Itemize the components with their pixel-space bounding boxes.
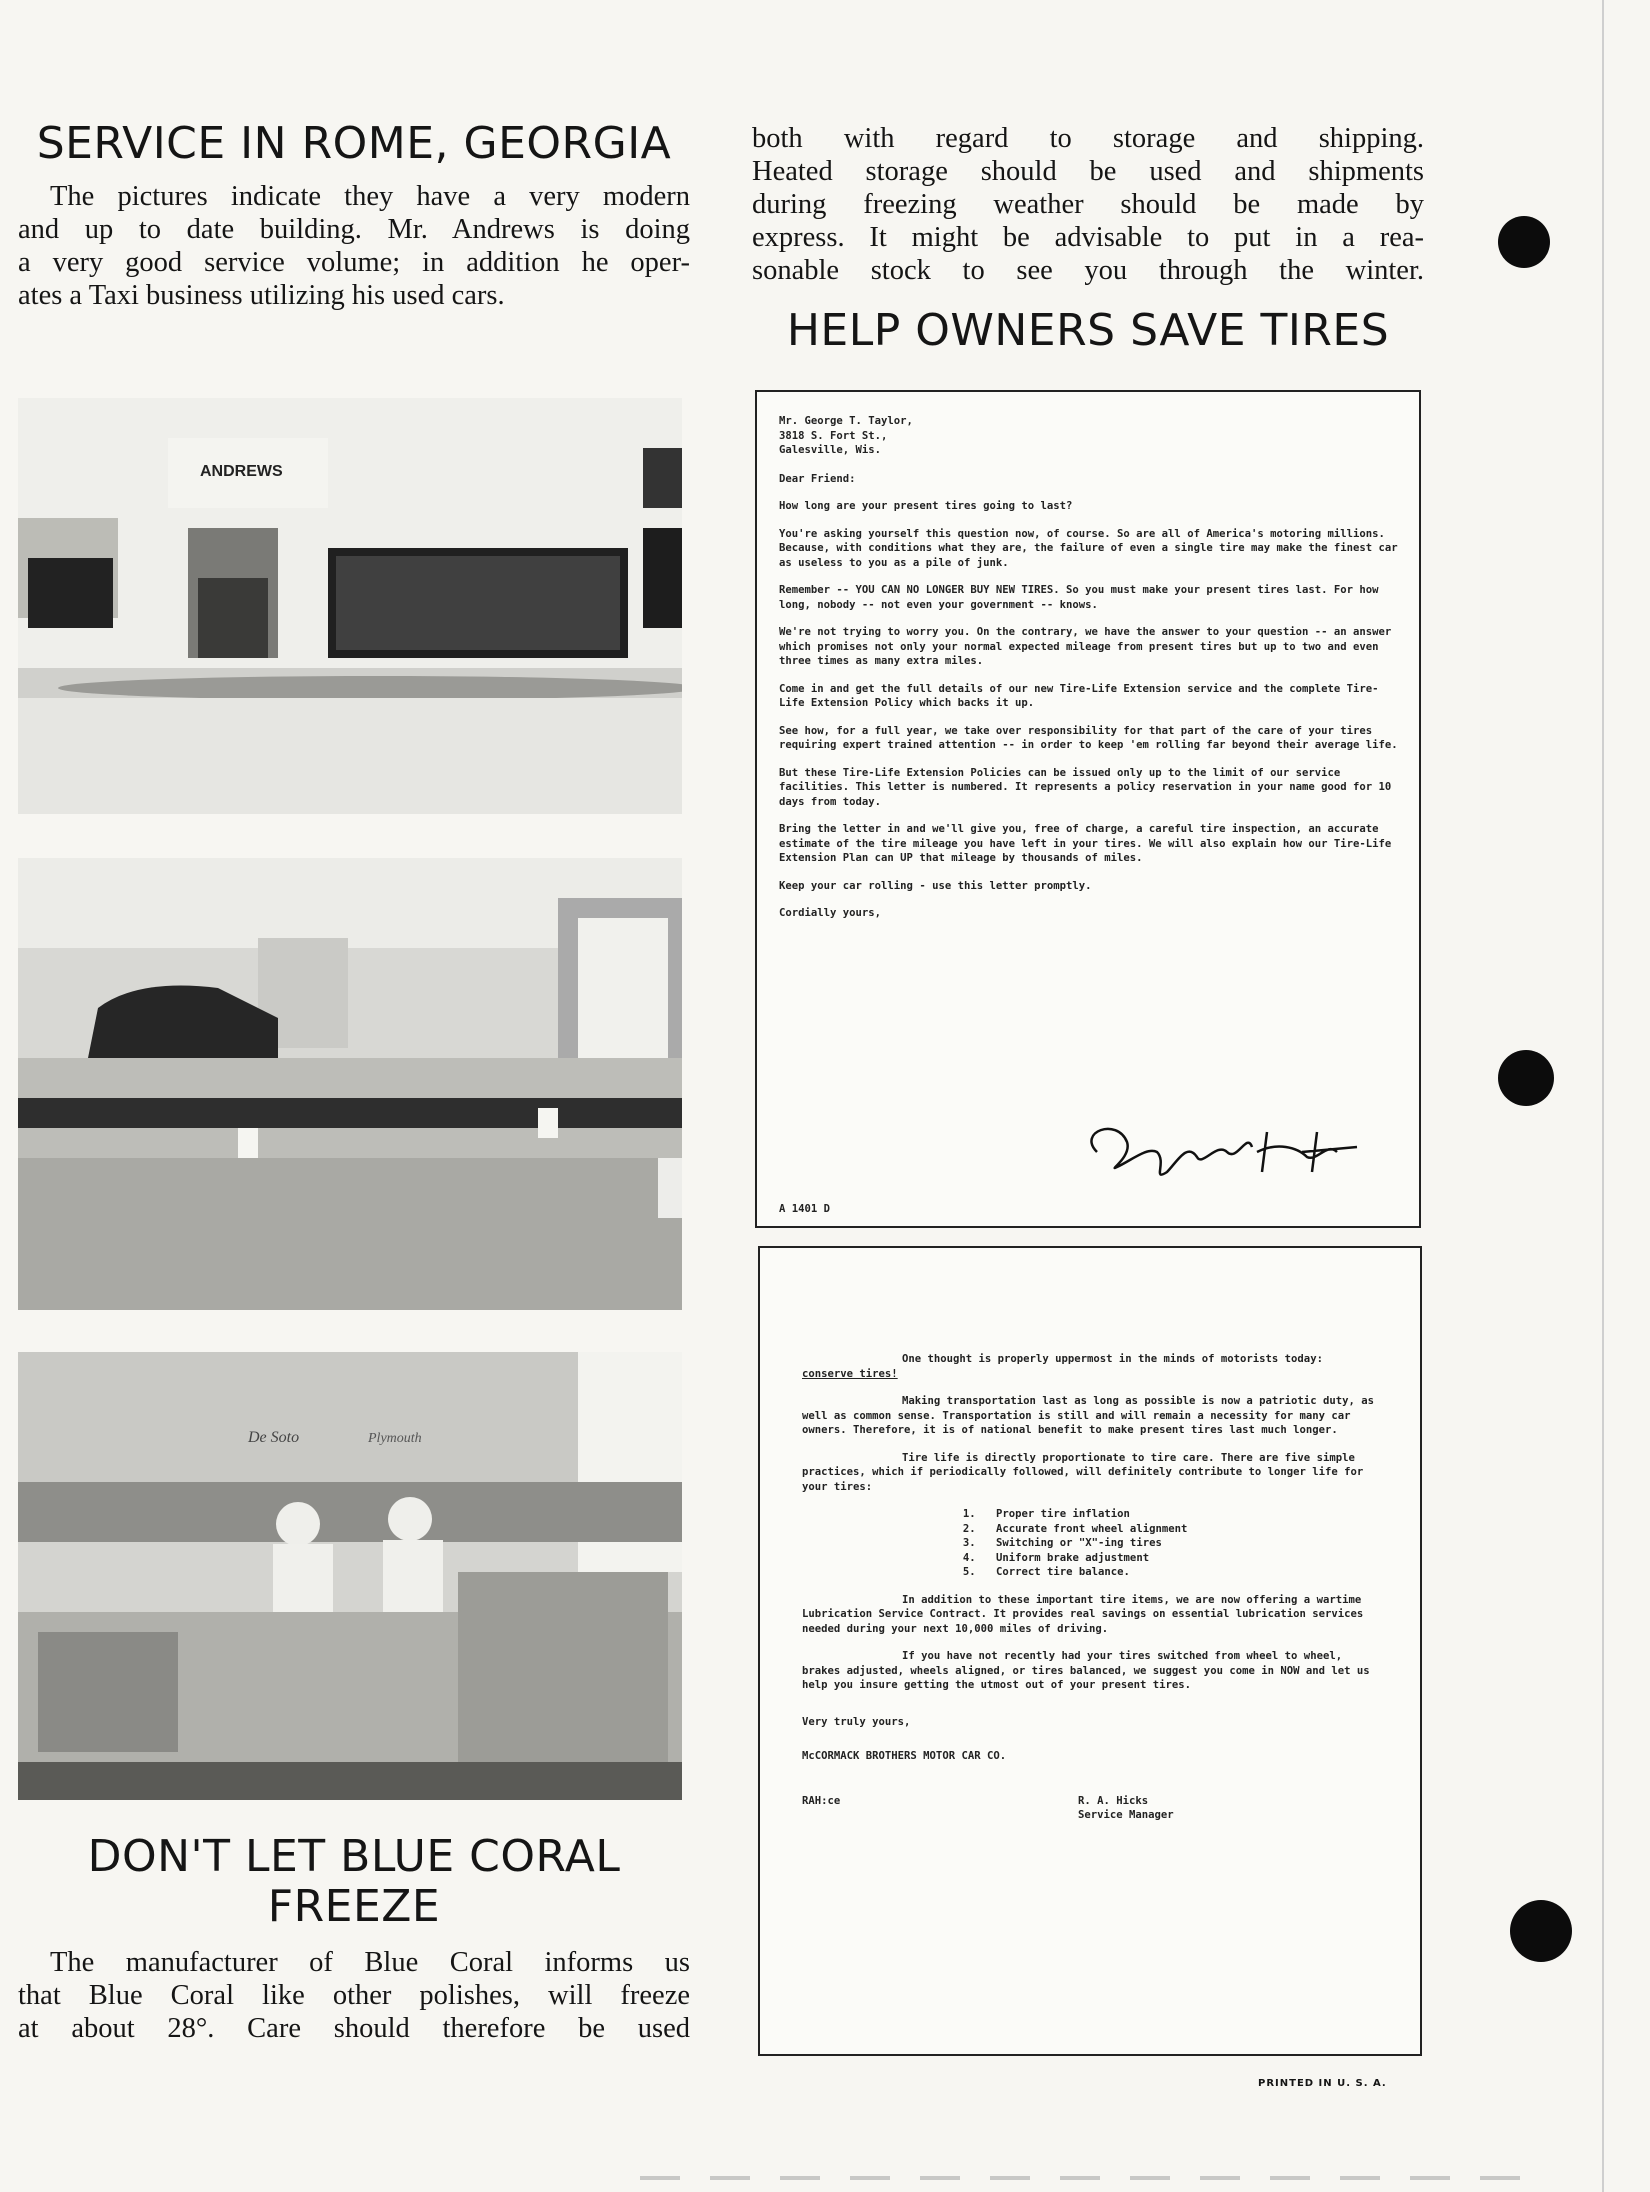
letter1-signature xyxy=(1077,1112,1377,1197)
address-line: 3818 S. Fort St., xyxy=(779,429,888,442)
photo-interior-showroom xyxy=(18,858,682,1310)
letter1-paragraph: Remember -- YOU CAN NO LONGER BUY NEW TIRES. So you must make your present tires last. For how long, nobody -- not even your government -- knows. xyxy=(779,584,1379,611)
right-column-top xyxy=(752,122,1424,355)
para-service-rome xyxy=(18,180,690,312)
text-line: ates a Taxi business utilizing his used cars. xyxy=(18,280,505,312)
list-item: 4. Uniform brake adjustment xyxy=(982,1551,1378,1566)
letter1-paragraph: See how, for a full year, we take over responsibility for that part of the care of your tires requiring expert trained attention -- in order to keep 'em rolling far beyond their average life. xyxy=(779,724,1398,751)
letter1-paragraph: You're asking yourself this question now, of course. So are all of America's motoring millions. Because, with conditions what they are, the failure of even a single tire may make the finest car as useless to you as a pile of junk. xyxy=(779,527,1398,569)
punch-hole xyxy=(1498,216,1550,268)
address-line: Mr. George T. Taylor, xyxy=(779,415,913,427)
text-line: sonable stock to see you through the winter. xyxy=(752,255,1424,286)
punch-hole xyxy=(1498,1050,1554,1106)
para-blue-coral-continued xyxy=(752,122,1424,287)
text-line: The manufacturer of Blue Coral informs us xyxy=(50,1946,690,1978)
text-line: a very good service volume; in addition he oper- xyxy=(18,247,690,279)
signer-name: R. A. Hicks xyxy=(1078,1794,1149,1807)
heading-help-owners: HELP OWNERS SAVE TIRES xyxy=(786,305,1390,356)
list-item: 1. Proper tire inflation xyxy=(982,1507,1378,1522)
list-item: 3. Switching or "X"-ing tires xyxy=(982,1536,1378,1551)
letter2-p1-text: One thought is properly uppermost in the minds of motorists today: xyxy=(902,1353,1323,1365)
text-line: during freezing weather should be made by xyxy=(752,189,1424,220)
photo-parts-counter xyxy=(18,1352,682,1800)
text-line: that Blue Coral like other polishes, will freeze xyxy=(18,1979,690,2011)
letter2-paragraph: If you have not recently had your tires switched from wheel to wheel, brakes adjusted, wheels aligned, or tires balanced, we suggest you come in NOW and let us help you insure getting the utmost out of your present tires. xyxy=(802,1650,1370,1691)
letter2-paragraph: In addition to these important tire items, we are now offering a wartime Lubrication Service Contract. It provides real savings on essential lubrication services needed during your next 10,000 miles of driving. xyxy=(802,1593,1364,1635)
letter1-paragraph: But these Tire-Life Extension Policies can be issued only up to the limit of our service facilities. This letter is numbered. It represents a policy reservation in your name good for 10 days from today. xyxy=(779,766,1392,808)
punch-hole xyxy=(1510,1900,1572,1962)
letter2-closing: Very truly yours, xyxy=(802,1715,911,1728)
photo3-sign-plymouth: Plymouth xyxy=(368,1431,422,1446)
letter2-company: McCORMACK BROTHERS MOTOR CAR CO. xyxy=(802,1750,1007,1762)
letter1-code: A 1401 D xyxy=(779,1203,831,1215)
letter1-address xyxy=(779,414,1401,458)
heading-blue-coral-line2: FREEZE xyxy=(267,1881,441,1933)
photo1-sign: ANDREWS xyxy=(200,463,283,480)
printed-in-usa: PRINTED IN U. S. A. xyxy=(1258,2078,1387,2089)
letter-conserve-tires xyxy=(758,1246,1422,2056)
letter2-signer xyxy=(1078,1794,1338,1823)
heading-blue-coral-line1: DON'T LET BLUE CORAL xyxy=(87,1831,621,1882)
text-line: Heated storage should be used and shipments xyxy=(752,156,1424,187)
signer-title: Service Manager xyxy=(1078,1809,1174,1821)
letter1-paragraph: Keep your car rolling - use this letter promptly. xyxy=(779,879,1092,892)
list-item: 5. Correct tire balance. xyxy=(982,1565,1378,1580)
letter1-closing: Cordially yours, xyxy=(779,907,882,919)
letter2-paragraph: Tire life is directly proportionate to tire care. There are five simple practices, which if periodically followed, will definitely contribute to longer life for your tires: xyxy=(802,1451,1364,1493)
page-edge xyxy=(1602,0,1604,2192)
photo-building-exterior xyxy=(18,398,682,814)
letter-tire-life xyxy=(755,390,1421,1228)
text-line: both with regard to storage and shipping. xyxy=(752,123,1424,154)
letter2-initials: RAH:ce xyxy=(802,1794,841,1807)
letter1-paragraph: Bring the letter in and we'll give you, free of charge, a careful tire inspection, an accurate estimate of the tire mileage you have left in your tires. We will also explain how our Tire-Life Extension Plan can UP that mileage by thousands of miles. xyxy=(779,823,1392,864)
letter2-paragraph xyxy=(802,1352,1378,1381)
tire-practices-list xyxy=(802,1507,1378,1580)
para-blue-coral xyxy=(18,1946,690,2045)
text-line: The pictures indicate they have a very modern xyxy=(50,181,690,213)
text-line: express. It might be advisable to put in a rea- xyxy=(752,222,1424,253)
list-item: 2. Accurate front wheel alignment xyxy=(982,1522,1378,1537)
letter1-paragraph: We're not trying to worry you. On the contrary, we have the answer to your question -- an answer which promises not only your normal expected mileage from present tires but up to two and even three times as many extra miles. xyxy=(779,626,1392,667)
left-column-bottom xyxy=(18,1833,690,2045)
letter1-paragraph: Come in and get the full details of our new Tire-Life Extension service and the complete Tire-Life Extension Policy which backs it up. xyxy=(779,682,1379,709)
letter2-p1-underlined: conserve tires! xyxy=(802,1367,898,1380)
text-line: at about 28°. Care should therefore be used xyxy=(18,2012,690,2044)
letter2-signature-block xyxy=(802,1794,1378,1823)
letter2-paragraph: Making transportation last as long as possible is now a patriotic duty, as well as common sense. Transportation is still and will remain a necessity for many car owners. Therefore, it is of national benefit to make present tires last much longer. xyxy=(802,1395,1374,1436)
scan-noise xyxy=(640,2176,1540,2180)
letter1-paragraph: How long are your present tires going to last? xyxy=(779,500,1073,512)
photo3-sign-desoto: De Soto xyxy=(248,1429,300,1446)
text-line: and up to date building. Mr. Andrews is doing xyxy=(18,214,690,246)
heading-service-rome: SERVICE IN ROME, GEORGIA xyxy=(36,118,672,169)
left-column-top xyxy=(18,120,690,312)
address-line: Galesville, Wis. xyxy=(779,444,882,456)
letter1-salutation: Dear Friend: xyxy=(779,472,856,485)
